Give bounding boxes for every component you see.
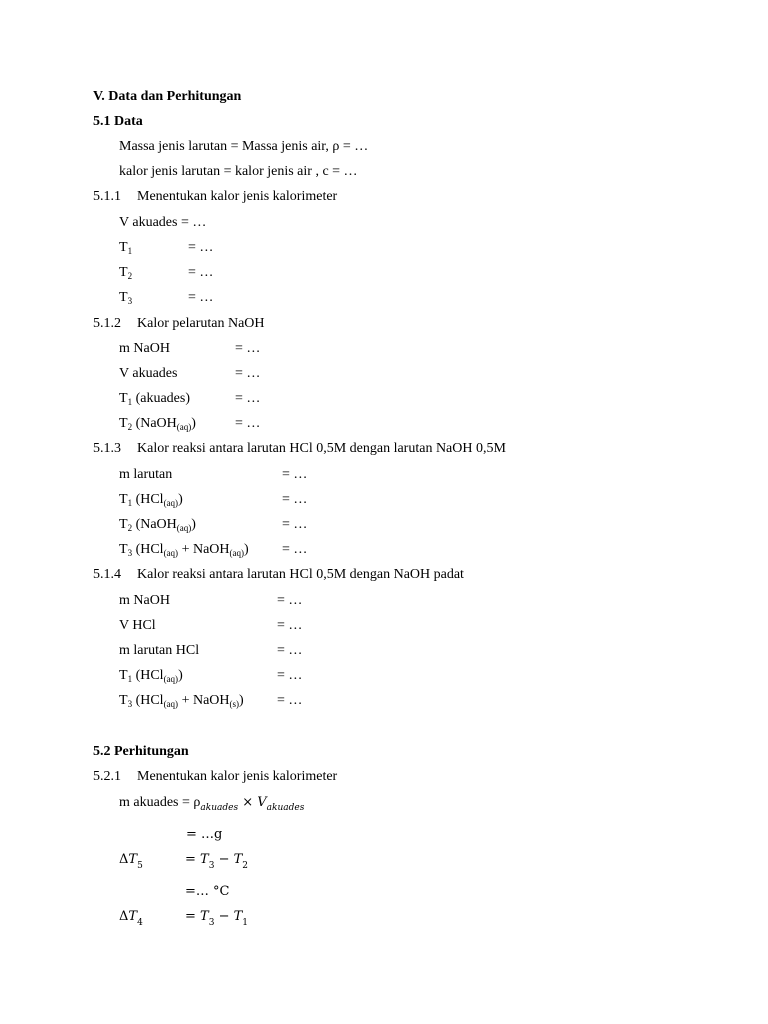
subsection-5-1-1 [93,188,337,206]
t2-naoh-line [119,415,261,433]
subsection-5-2-1 [93,768,337,786]
t2-value: = … [188,265,214,280]
t1-hcl-line-2 [119,667,303,685]
t3-mix-line [119,541,308,559]
subsection-number: 5.1.3 [93,441,121,456]
m-naoh-line-2 [119,592,303,610]
m-naoh-line [119,340,261,358]
t1-hcl-line [119,491,308,509]
delta-t4-formula [119,908,249,928]
t2-naoh-label: $T_2$ (NaOH$_{(aq)}$) [119,416,196,432]
subsection-number: 5.1.1 [93,189,121,204]
t1-akuades-value: = … [235,391,261,406]
v-hcl-value: = … [277,618,303,633]
subsection-number: 5.1.4 [93,567,121,582]
subsection-5-1-3 [93,440,506,458]
v-akuades-line-2 [119,365,261,383]
m-larutan-hcl-label: m larutan HCl [119,643,200,658]
t3-mix-label: $T_3$ (HCl$_{(aq)}$ + NaOH$_{(aq)}$) [119,542,249,558]
t3-value: = … [188,290,214,305]
t1-hcl-label: $T_1$ (HCl$_{(aq)}$) [119,668,183,684]
subsection-number: 5.1.2 [93,316,121,331]
subsection-title: Menentukan kalor jenis kalorimeter [137,189,338,204]
t1-line [119,239,214,257]
data-heading: 5.1 Data [93,114,143,129]
t3-mix-solid-label: $T_3$ (HCl$_{(aq)}$ + NaOH$_{(s)}$) [119,693,244,709]
m-akuades-formula: m akuades = $\rho_{akuades} \times V_{akuades}$ [119,795,305,813]
m-naoh-value: = … [235,341,261,356]
subsection-number: 5.2.1 [93,769,121,784]
delta-t4-expr: = $T_3 - T_1$ [185,909,249,928]
v-akuades-line: V akuades = … [119,215,207,230]
t1-hcl-label: $T_1$ (HCl$_{(aq)}$) [119,492,183,508]
t2-naoh-line-2 [119,516,308,534]
t2-naoh-value: = … [235,416,261,431]
t3-mix-solid-line [119,692,303,710]
m-akuades-result: = …g [186,827,223,842]
subsection-title: Kalor reaksi antara larutan HCl 0,5M dengan NaOH padat [137,567,464,582]
subsection-title: Kalor pelarutan NaOH [137,316,265,331]
m-larutan-label: m larutan [119,467,173,482]
delta-t5-formula [119,851,249,871]
m-larutan-hcl-line [119,642,303,660]
t3-mix-value: = … [282,542,308,557]
t2-line [119,264,214,282]
v-hcl-label: V HCl [119,618,156,633]
section-title: V. Data dan Perhitungan [93,89,242,104]
delta-t5-label: $\Delta T_5$ [119,852,143,871]
m-larutan-hcl-value: = … [277,643,303,658]
t1-hcl-value: = … [277,668,303,683]
t1-akuades-label: $T_1$ (akuades) [119,391,190,407]
delta-t5-expr: = $T_3 - T_2$ [185,852,249,871]
t2-label: $T_2$ [119,265,133,281]
m-naoh-value: = … [277,593,303,608]
t1-value: = … [188,240,214,255]
m-naoh-label: m NaOH [119,341,170,356]
subsection-5-1-4 [93,566,464,584]
subsection-5-1-2 [93,315,265,333]
subsection-title: Menentukan kalor jenis kalorimeter [137,769,338,784]
t3-line [119,289,214,307]
t2-naoh-label: $T_2$ (NaOH$_{(aq)}$) [119,517,196,533]
m-larutan-line [119,466,308,484]
t3-mix-solid-value: = … [277,693,303,708]
t1-hcl-value: = … [282,492,308,507]
v-hcl-line [119,617,303,635]
density-line: Massa jenis larutan = Massa jenis air, ρ = … [119,139,369,154]
perhitungan-heading: 5.2 Perhitungan [93,744,189,759]
m-naoh-label: m NaOH [119,593,170,608]
v-akuades-value: = … [235,366,261,381]
t1-label: $T_1$ [119,240,133,256]
delta-t4-label: $\Delta T_4$ [119,909,143,928]
subsection-title: Kalor reaksi antara larutan HCl 0,5M dengan larutan NaOH 0,5M [137,441,506,456]
t3-label: $T_3$ [119,290,133,306]
t1-akuades-line [119,390,261,408]
m-larutan-value: = … [282,467,308,482]
t2-naoh-value: = … [282,517,308,532]
delta-t5-result: =… °C [185,884,230,899]
specific-heat-line: kalor jenis larutan = kalor jenis air , c = … [119,164,358,179]
v-akuades-label: V akuades [119,366,178,381]
